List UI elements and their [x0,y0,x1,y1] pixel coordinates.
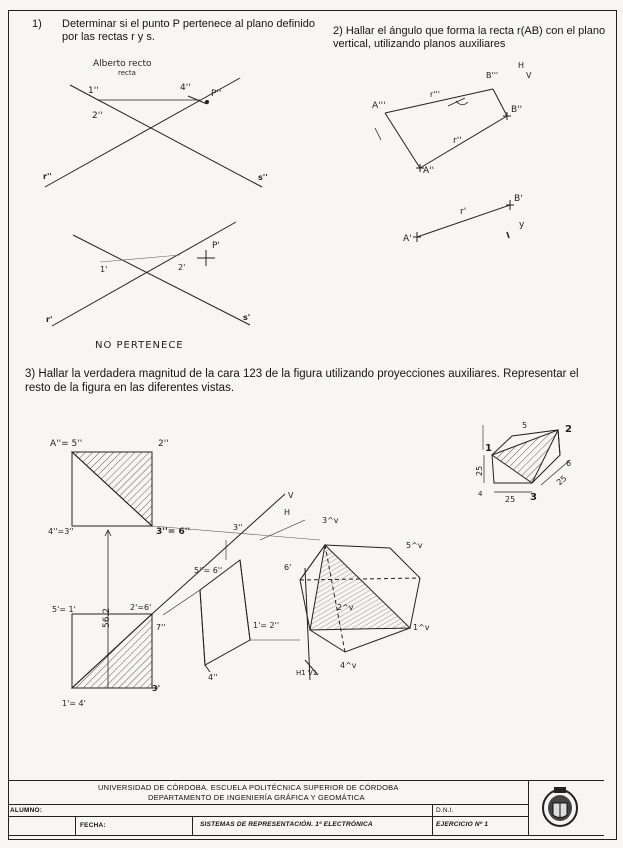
label-p-front: P'' [211,89,222,99]
label-7: 7'' [156,623,166,632]
drawing-3-aux-lines [152,494,320,672]
line-s-top [73,235,250,325]
title-block [8,780,604,836]
iso-dim-height: 25 [475,465,484,476]
iso-label-3: 3 [530,492,537,503]
label-y: y [519,220,525,230]
label-56: 5''= 6'' [194,566,223,575]
label-43: 4''=3'' [48,527,74,536]
point-p-front [205,100,209,104]
label-r-top: r' [46,315,53,324]
label-a-aux: A''' [372,101,386,111]
handwritten-note-2: recta [118,69,136,77]
label-12: 1'= 2'' [253,621,280,630]
label-2pp: 2'' [158,439,169,449]
fecha-label: FECHA: [80,822,106,829]
handwritten-note: Alberto recto [93,59,152,69]
iso-label-5: 5 [522,421,528,430]
label-b-front: B'' [511,105,523,115]
label-r-aux: r''' [430,90,440,99]
dni-label: D.N.I. [436,807,454,814]
iso-dim-width: 25 [505,495,516,504]
label-h-aux: H [518,61,525,70]
label-1-top: 1' [100,265,108,274]
label-4a: 4^v [340,661,357,670]
line-ab-front [420,116,507,168]
label-v: V [288,491,294,500]
label-h: H [284,508,291,517]
drawing-1-top [52,222,250,326]
label-3p: 3' [152,684,161,693]
university-label: UNIVERSIDAD DE CÓRDOBA. ESCUELA POLITÉCNICA SUPERIOR DE CÓRDOBA [98,783,399,792]
label-1-front: 1'' [88,86,99,96]
label-s-top: s' [243,313,251,322]
face-123 [310,545,410,630]
drawing-1-front [45,78,262,187]
label-4-front: 4'' [180,83,191,93]
label-h1v1: H1 V1 [296,669,318,677]
label-a-top: A' [403,234,412,244]
question-2: 2) Hallar el ángulo que forma la recta r(AB) con el plano vertical, utilizando planos auxiliares [333,25,606,50]
dim-56-label: 56.2 [102,607,112,628]
label-5a: 5^v [406,541,423,550]
question-3: 3) Hallar la verdadera magnitud de la cara 123 de la figura utilizando proyecciones auxiliares. Representar el resto de la figura en las diferentes vistas. [25,368,579,394]
alumno-label: ALUMNO: [10,807,43,814]
handwritten-answer: NO PERTENECE [95,340,184,351]
question-1-text: Determinar si el punto P pertenece al plano definido por las rectas r y s. [62,18,315,43]
iso-label-4: 4 [478,490,483,498]
department-label: DEPARTAMENTO DE INGENIERÍA GRÁFICA Y GEOMÁTICA [148,793,365,802]
label-4pp: 4'' [208,673,218,682]
label-1a: 1^v [413,623,430,632]
label-r-front: r'' [43,172,52,181]
label-3pp: 3'' [233,523,243,532]
label-6: 6' [284,563,292,572]
label-v-aux: V [526,71,532,80]
university-seal-icon [540,783,580,829]
question-1-number: 1) [32,18,42,30]
iso-label-1: 1 [485,443,492,454]
label-2-front: 2'' [92,111,103,121]
drawing-2-front [375,89,511,172]
iso-face-123 [492,430,558,483]
label-51: 5'= 1' [52,605,76,614]
label-s-front: s'' [258,173,268,182]
aux-line-1 [385,113,420,168]
iso-label-2: 2 [565,424,572,435]
iso-dim-depth: 25 [555,473,569,488]
label-2a: 2^v [337,603,354,612]
exercise-label: EJERCICIO Nº 1 [436,821,489,828]
iso-label-6: 6 [566,459,572,468]
aux-line-3 [493,89,507,116]
label-r-top-2: r' [460,207,467,217]
label-a5: A''= 5'' [50,439,83,449]
drawing-3-top-square [72,614,158,688]
drawing-3-hexagon [300,545,420,680]
label-36: 3''= 6'' [156,527,191,537]
drawing-3-front-square [72,452,152,526]
label-26: 2'=6' [130,603,152,612]
aux-axis [152,494,285,614]
label-p-top: P' [212,241,220,251]
label-b-top: B' [514,194,523,204]
aux-figure [200,560,250,665]
label-a-front: A'' [423,166,435,176]
line-r-top [52,222,236,326]
label-14: 1'= 4' [62,699,86,708]
label-2-top: 2' [178,263,186,272]
subject-label: SISTEMAS DE REPRESENTACIÓN. 1º ELECTRÓNICA [200,821,373,828]
label-3a: 3^v [322,516,339,525]
label-b-aux: B''' [486,71,499,80]
label-r-front-2: r'' [453,136,462,146]
